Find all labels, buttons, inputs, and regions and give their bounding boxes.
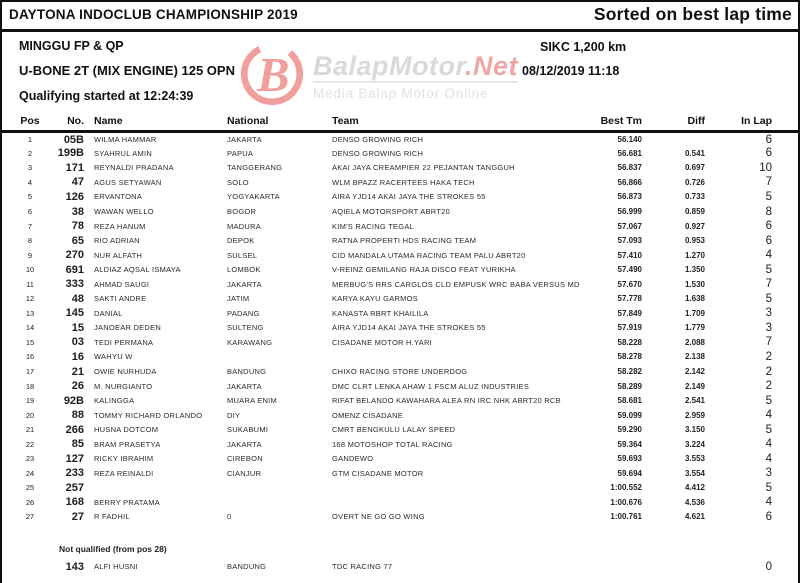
result-row bbox=[2, 481, 800, 496]
cell-national: MUARA ENIM bbox=[227, 396, 278, 406]
watermark-initial: B bbox=[257, 47, 290, 103]
cell-best: 1:00.676 bbox=[610, 497, 642, 507]
cell-national bbox=[227, 350, 332, 365]
cell-best: 57.849 bbox=[617, 308, 642, 318]
cell-pos: 19 bbox=[25, 396, 35, 406]
cell-name: TEDI PERMANA bbox=[94, 337, 154, 347]
cell-pos: 23 bbox=[25, 454, 35, 464]
cell-no: 266 bbox=[65, 423, 84, 436]
balapmotor-logo-icon bbox=[239, 41, 305, 107]
result-row bbox=[2, 364, 800, 379]
cell-pos: 20 bbox=[25, 410, 35, 420]
cell-diff: 0.541 bbox=[684, 148, 705, 158]
cell-team: WLM BPAZZ RACERTEES HAKA TECH bbox=[332, 177, 475, 187]
cell-diff: 0.697 bbox=[684, 163, 705, 173]
cell-in-lap: 5 bbox=[765, 394, 772, 407]
cell-diff: 1.709 bbox=[684, 308, 705, 318]
cell-best: 1:00.552 bbox=[610, 483, 642, 493]
cell-team bbox=[332, 481, 594, 496]
cell-in-lap: 7 bbox=[765, 336, 772, 349]
cell-diff: 0.927 bbox=[684, 221, 705, 231]
cell-pos: 24 bbox=[25, 468, 35, 478]
cell-diff: 2.138 bbox=[684, 352, 705, 362]
cell-in-lap: 2 bbox=[765, 380, 772, 393]
watermark-tagline: Media Balap Motor Online bbox=[313, 86, 489, 101]
cell-best: 57.778 bbox=[617, 294, 642, 304]
cell-diff: 1.779 bbox=[684, 323, 705, 333]
cell-no: 199B bbox=[57, 147, 84, 160]
cell-name: SYAHRUL AMIN bbox=[94, 148, 153, 158]
cell-no: 21 bbox=[71, 365, 84, 378]
cell-name: WAWAN WELLO bbox=[94, 207, 154, 216]
cell-diff: 0.859 bbox=[684, 207, 705, 216]
cell-team: KIM'S RACING TEGAL bbox=[332, 221, 415, 231]
session-datetime: 08/12/2019 11:18 bbox=[522, 64, 620, 78]
result-row bbox=[2, 306, 800, 321]
cell-diff: 1.350 bbox=[684, 265, 705, 275]
cell-national: KARAWANG bbox=[227, 337, 273, 347]
cell-team: 168 MOTOSHOP TOTAL RACING bbox=[332, 439, 453, 449]
cell-pos: 15 bbox=[25, 337, 35, 347]
cell-in-lap: 5 bbox=[765, 190, 772, 203]
result-row bbox=[2, 466, 800, 481]
cell-diff: 3.553 bbox=[684, 454, 705, 464]
result-row bbox=[2, 132, 800, 147]
cell-diff bbox=[642, 132, 707, 147]
cell-best: 59.290 bbox=[617, 425, 642, 435]
cell-name: ALFI HUSNI bbox=[94, 562, 138, 572]
cell-national: JAKARTA bbox=[227, 135, 262, 145]
cell-name: RICKY IBRAHIM bbox=[94, 454, 154, 464]
sort-order-label: Sorted on best lap time bbox=[593, 4, 792, 24]
cell-team: TDC RACING 77 bbox=[332, 562, 393, 572]
cell-no: 127 bbox=[65, 452, 84, 465]
cell-diff: 4.536 bbox=[684, 497, 705, 507]
cell-best: 59.099 bbox=[617, 410, 642, 420]
cell-pos: 27 bbox=[25, 512, 35, 522]
qualifying-start-note: Qualifying started at 12:24:39 bbox=[19, 89, 194, 103]
cell-pos: 21 bbox=[25, 425, 35, 435]
cell-diff: 4.412 bbox=[684, 483, 705, 493]
cell-in-lap: 5 bbox=[765, 481, 772, 494]
cell-no: 145 bbox=[65, 307, 84, 320]
cell-best bbox=[594, 559, 642, 574]
cell-diff: 3.150 bbox=[684, 425, 705, 435]
cell-team: CISADANE MOTOR H.YARI bbox=[332, 337, 432, 347]
cell-in-lap: 4 bbox=[765, 496, 772, 509]
cell-diff: 4.621 bbox=[684, 512, 705, 522]
cell-pos: 10 bbox=[25, 265, 35, 275]
cell-name: ALDIAZ AQSAL ISMAYA bbox=[94, 265, 181, 275]
cell-team: AIRA YJD14 AKAI JAYA THE STROKES 55 bbox=[332, 323, 486, 333]
watermark-brand-red: .Net bbox=[465, 51, 519, 81]
result-row bbox=[2, 495, 800, 510]
balapmotor-watermark bbox=[239, 41, 518, 107]
cell-best: 57.410 bbox=[617, 250, 642, 260]
cell-in-lap: 6 bbox=[765, 234, 772, 247]
cell-no: 26 bbox=[71, 380, 84, 393]
cell-best: 56.866 bbox=[617, 177, 642, 187]
cell-team: CMRT BENGKULU LALAY SPEED bbox=[332, 425, 456, 435]
cell-pos: 11 bbox=[26, 279, 34, 289]
cell-name: M. NURGIANTO bbox=[94, 381, 153, 391]
cell-diff: 0.726 bbox=[684, 177, 705, 187]
cell-no: 143 bbox=[65, 560, 84, 573]
cell-best: 57.490 bbox=[617, 265, 642, 275]
cell-in-lap: 7 bbox=[765, 176, 772, 189]
result-row bbox=[2, 219, 800, 234]
result-row bbox=[2, 262, 800, 277]
cell-national: SUKABUMI bbox=[227, 425, 269, 435]
cell-team: OVERT NE GO GO WING bbox=[332, 512, 425, 522]
result-row bbox=[2, 190, 800, 205]
cell-best: 58.228 bbox=[617, 337, 642, 347]
cell-diff: 1.530 bbox=[684, 279, 705, 289]
cell-national: MADURA bbox=[227, 221, 262, 231]
cell-in-lap: 3 bbox=[765, 321, 772, 334]
cell-national: BANDUNG bbox=[227, 367, 267, 377]
cell-name: ERVANTONA bbox=[94, 192, 143, 202]
cell-national: YOGYAKARTA bbox=[227, 192, 280, 202]
cell-in-lap: 4 bbox=[765, 409, 772, 422]
cell-national: DEPOK bbox=[227, 236, 255, 246]
cell-best: 56.999 bbox=[617, 207, 642, 216]
not-qualified-row bbox=[2, 559, 800, 574]
cell-in-lap: 5 bbox=[765, 423, 772, 436]
cell-name: WAHYU W bbox=[94, 352, 133, 362]
result-row bbox=[2, 393, 800, 408]
cell-national: SOLO bbox=[227, 177, 249, 187]
cell-best: 56.873 bbox=[617, 192, 642, 202]
cell-team: GANDEWO bbox=[332, 454, 374, 464]
cell-no: 03 bbox=[71, 336, 84, 349]
cell-name: BERRY PRATAMA bbox=[94, 497, 161, 507]
result-row bbox=[2, 321, 800, 336]
cell-name: AHMAD SAUGI bbox=[94, 279, 150, 289]
cell-in-lap: 7 bbox=[765, 278, 772, 291]
session-label: MINGGU FP & QP bbox=[19, 39, 124, 53]
cell-pos: 9 bbox=[27, 250, 33, 260]
race-class-label: U-BONE 2T (MIX ENGINE) 125 OPN bbox=[19, 63, 235, 78]
cell-best: 58.681 bbox=[617, 396, 642, 406]
cell-name: KALINGGA bbox=[94, 396, 135, 406]
cell-national: JAKARTA bbox=[227, 439, 262, 449]
cell-no: 270 bbox=[65, 249, 84, 262]
cell-team bbox=[332, 495, 594, 510]
col-header-team: Team bbox=[332, 112, 594, 132]
result-row bbox=[2, 204, 800, 219]
cell-diff: 0.733 bbox=[684, 192, 705, 202]
cell-no: 05B bbox=[63, 133, 84, 146]
cell-pos: 22 bbox=[25, 439, 35, 449]
cell-best: 59.364 bbox=[617, 439, 642, 449]
title-bar bbox=[2, 2, 798, 32]
cell-name: REZA HANUM bbox=[94, 221, 146, 231]
cell-national bbox=[227, 481, 332, 496]
cell-diff: 2.541 bbox=[684, 396, 705, 406]
championship-title: DAYTONA INDOCLUB CHAMPIONSHIP 2019 bbox=[9, 7, 298, 22]
result-row bbox=[2, 437, 800, 452]
result-row bbox=[2, 277, 800, 292]
cell-name: RIO ADRIAN bbox=[94, 236, 140, 246]
cell-best: 1:00.761 bbox=[610, 512, 642, 522]
col-header-best-tm: Best Tm bbox=[594, 112, 642, 132]
result-row bbox=[2, 248, 800, 263]
cell-best: 57.067 bbox=[617, 221, 642, 231]
cell-no: 85 bbox=[71, 438, 84, 451]
cell-no: 38 bbox=[71, 205, 84, 218]
cell-in-lap: 3 bbox=[765, 307, 772, 320]
result-row bbox=[2, 452, 800, 467]
cell-no: 171 bbox=[65, 161, 84, 174]
cell-pos: 16 bbox=[25, 352, 35, 362]
cell-national: BANDUNG bbox=[227, 562, 267, 572]
cell-national: CIREBON bbox=[227, 454, 263, 464]
cell-no: 47 bbox=[71, 176, 84, 189]
cell-team: KANASTA RBRT KHAILILA bbox=[332, 308, 429, 318]
cell-no: 168 bbox=[65, 496, 84, 509]
cell-best: 58.289 bbox=[617, 381, 642, 391]
result-row bbox=[2, 292, 800, 307]
cell-no: 257 bbox=[65, 481, 84, 494]
cell-team: GTM CISADANE MOTOR bbox=[332, 468, 424, 478]
result-row bbox=[2, 510, 800, 525]
cell-team: DMC CLRT LENKA AHAW 1 FSCM ALUZ INDUSTRIES bbox=[332, 381, 530, 391]
cell-name: TOMMY RICHARD ORLANDO bbox=[94, 410, 203, 420]
col-header-diff: Diff bbox=[642, 112, 707, 132]
cell-name bbox=[84, 481, 227, 496]
col-header-name: Name bbox=[84, 112, 227, 132]
cell-pos: 25 bbox=[25, 483, 35, 493]
cell-national: TANGGERANG bbox=[227, 163, 283, 173]
cell-best: 59.693 bbox=[617, 454, 642, 464]
cell-team: AIRA YJD14 AKAI JAYA THE STROKES 55 bbox=[332, 192, 486, 202]
results-table bbox=[2, 112, 800, 524]
cell-name: R FADHIL bbox=[94, 512, 130, 522]
cell-pos: 5 bbox=[27, 192, 33, 202]
cell-diff: 2.142 bbox=[684, 367, 705, 377]
cell-diff: 3.554 bbox=[684, 468, 705, 478]
cell-pos: 17 bbox=[25, 367, 35, 377]
col-header-in-lap: In Lap bbox=[707, 112, 800, 132]
cell-diff: 2.959 bbox=[684, 410, 705, 420]
cell-pos: 14 bbox=[25, 323, 35, 333]
cell-no: 16 bbox=[71, 350, 84, 363]
cell-in-lap: 3 bbox=[765, 467, 772, 480]
cell-in-lap: 6 bbox=[765, 220, 772, 233]
cell-team: RATNA PROPERTI HDS RACING TEAM bbox=[332, 236, 477, 246]
cell-in-lap: 2 bbox=[765, 365, 772, 378]
cell-in-lap: 5 bbox=[765, 292, 772, 305]
cell-in-lap: 2 bbox=[765, 350, 772, 363]
result-row bbox=[2, 161, 800, 176]
cell-diff: 2.088 bbox=[684, 337, 705, 347]
col-header-no: No. bbox=[52, 112, 84, 132]
cell-name: REYNALDI PRADANA bbox=[94, 163, 174, 173]
cell-national bbox=[227, 495, 332, 510]
cell-name: OWIE NURHUDA bbox=[94, 367, 157, 377]
cell-team bbox=[332, 350, 594, 365]
cell-in-lap: 6 bbox=[765, 147, 772, 160]
cell-national: LOMBOK bbox=[227, 265, 261, 275]
cell-national: JAKARTA bbox=[227, 381, 262, 391]
result-row bbox=[2, 335, 800, 350]
cell-best: 57.919 bbox=[617, 323, 642, 333]
cell-no: 88 bbox=[71, 409, 84, 422]
table-header-row bbox=[2, 112, 800, 132]
circuit-label: SIKC 1,200 km bbox=[540, 40, 627, 54]
cell-in-lap: 6 bbox=[765, 133, 772, 146]
col-header-pos: Pos bbox=[2, 112, 52, 132]
cell-diff: 2.149 bbox=[684, 381, 705, 391]
cell-in-lap: 4 bbox=[765, 452, 772, 465]
cell-name: DANIAL bbox=[94, 308, 123, 318]
cell-name: REZA REINALDI bbox=[94, 468, 154, 478]
cell-in-lap: 10 bbox=[759, 161, 772, 174]
cell-best: 58.278 bbox=[617, 352, 642, 362]
cell-national: SULTENG bbox=[227, 323, 264, 333]
cell-no: 233 bbox=[65, 467, 84, 480]
result-row bbox=[2, 146, 800, 161]
cell-no: 48 bbox=[71, 292, 84, 305]
cell-no: 126 bbox=[65, 190, 84, 203]
cell-team: RIFAT BELANDO KAWAHARA ALEA RN IRC NHK ABRT20 RCB bbox=[332, 396, 561, 406]
cell-team: AKAI JAYA CREAMPIER 22 PEJANTAN TANGGUH bbox=[332, 163, 515, 173]
cell-pos: 18 bbox=[25, 381, 35, 391]
cell-diff: 3.224 bbox=[684, 439, 705, 449]
cell-best: 56.140 bbox=[617, 135, 642, 145]
cell-name: NUR ALFATH bbox=[94, 250, 143, 260]
results-table-section bbox=[2, 112, 798, 574]
cell-no: 15 bbox=[71, 321, 84, 334]
result-row bbox=[2, 422, 800, 437]
watermark-text bbox=[313, 52, 518, 107]
cell-national: JATIM bbox=[227, 294, 250, 304]
cell-in-lap: 8 bbox=[765, 205, 772, 218]
watermark-brand bbox=[313, 52, 518, 83]
cell-national: 0 bbox=[227, 512, 232, 522]
not-qualified-table bbox=[2, 559, 800, 574]
cell-no: 691 bbox=[65, 263, 84, 276]
result-row bbox=[2, 408, 800, 423]
cell-national: CIANJUR bbox=[227, 468, 262, 478]
cell-team: AQIELA MOTORSPORT ABRT20 bbox=[332, 207, 450, 216]
cell-best: 58.282 bbox=[617, 367, 642, 377]
cell-in-lap: 4 bbox=[765, 438, 772, 451]
cell-national: JAKARTA bbox=[227, 279, 262, 289]
cell-diff: 1.270 bbox=[684, 250, 705, 260]
cell-team: CID MANDALA UTAMA RACING TEAM PALU ABRT20 bbox=[332, 250, 526, 260]
watermark-brand-gray: BalapMotor bbox=[313, 51, 466, 81]
cell-team: DENSO GROWING RICH bbox=[332, 148, 424, 158]
cell-best: 56.837 bbox=[617, 163, 642, 173]
cell-pos bbox=[2, 559, 52, 574]
cell-no: 333 bbox=[65, 278, 84, 291]
cell-best: 57.093 bbox=[617, 236, 642, 246]
cell-pos: 4 bbox=[27, 177, 33, 187]
cell-name: AGUS SETYAWAN bbox=[94, 177, 162, 187]
cell-name: WILMA HAMMAR bbox=[94, 135, 157, 145]
cell-team: KARYA KAYU GARMOS bbox=[332, 294, 418, 304]
result-row bbox=[2, 350, 800, 365]
col-header-national: National bbox=[227, 112, 332, 132]
result-row bbox=[2, 175, 800, 190]
cell-diff bbox=[642, 559, 707, 574]
cell-best: 59.694 bbox=[617, 468, 642, 478]
cell-team: V-REINZ GEMILANG RAJA DISCO FEAT YURIKHA bbox=[332, 265, 516, 275]
cell-national: PAPUA bbox=[227, 148, 254, 158]
cell-pos: 13 bbox=[25, 308, 35, 318]
cell-pos: 6 bbox=[27, 207, 33, 216]
cell-national: BOGOR bbox=[227, 207, 257, 216]
cell-name: JANOEAR DEDEN bbox=[94, 323, 162, 333]
cell-no: 78 bbox=[71, 220, 84, 233]
cell-diff: 1.638 bbox=[684, 294, 705, 304]
cell-team: OMENZ CISADANE bbox=[332, 410, 404, 420]
not-qualified-label: Not qualified (from pos 28) bbox=[59, 544, 167, 555]
cell-in-lap: 6 bbox=[765, 510, 772, 523]
cell-in-lap: 0 bbox=[765, 560, 772, 573]
cell-national: PADANG bbox=[227, 308, 260, 318]
cell-name: SAKTI ANDRE bbox=[94, 294, 147, 304]
cell-pos: 8 bbox=[27, 236, 33, 246]
cell-in-lap: 4 bbox=[765, 249, 772, 262]
cell-team: CHIXO RACING STORE UNDERDOG bbox=[332, 367, 468, 377]
result-row bbox=[2, 379, 800, 394]
cell-no: 92B bbox=[63, 394, 84, 407]
cell-pos: 2 bbox=[27, 148, 33, 158]
cell-no: 65 bbox=[71, 234, 84, 247]
cell-name: HUSNA DOTCOM bbox=[94, 425, 159, 435]
cell-diff: 0.953 bbox=[684, 236, 705, 246]
cell-name: BRAM PRASETYA bbox=[94, 439, 161, 449]
cell-team: MERBUG'S RRS CARGLOS CLD EMPUSK WRC BABA VERSUS MD bbox=[332, 279, 580, 289]
cell-national: DIY bbox=[227, 410, 241, 420]
cell-no: 27 bbox=[71, 510, 84, 523]
cell-team: DENSO GROWING RICH bbox=[332, 135, 424, 145]
cell-best: 57.670 bbox=[617, 279, 642, 289]
cell-pos: 3 bbox=[27, 163, 33, 173]
cell-best: 56.681 bbox=[617, 148, 642, 158]
cell-national: SULSEL bbox=[227, 250, 258, 260]
cell-pos: 12 bbox=[25, 294, 35, 304]
cell-pos: 7 bbox=[27, 221, 33, 231]
cell-pos: 1 bbox=[27, 135, 33, 145]
cell-in-lap: 5 bbox=[765, 263, 772, 276]
result-row bbox=[2, 233, 800, 248]
event-info bbox=[2, 32, 798, 112]
cell-pos: 26 bbox=[25, 497, 35, 507]
